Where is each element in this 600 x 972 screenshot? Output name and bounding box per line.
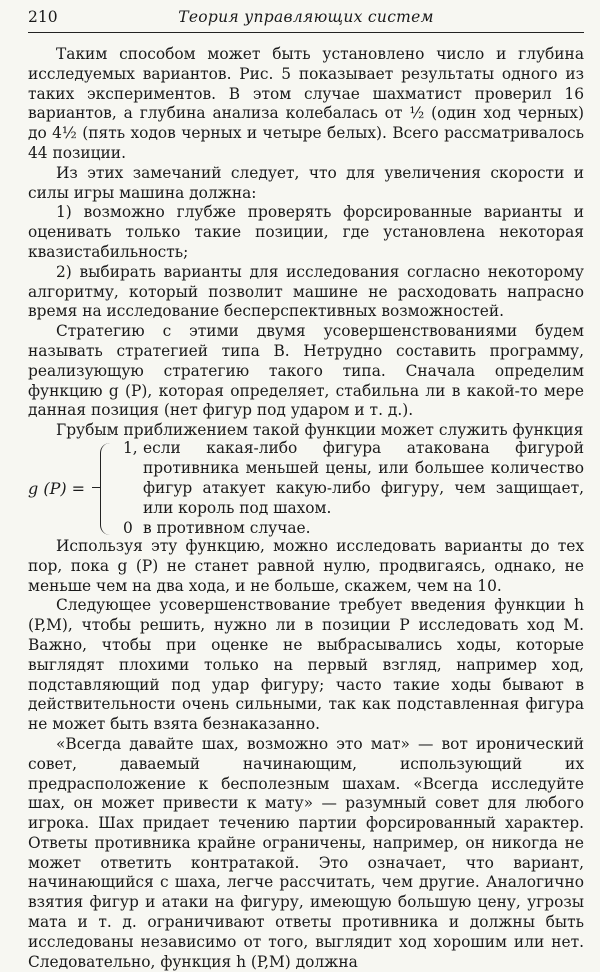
- paragraph-using-function: Используя эту функцию, можно исследовать варианты до тех пор, пока g (P) не станет равной нулю, продвигаясь, однако, не меньше чем на два хода, и не больше, скажем, чем на 10.: [28, 536, 584, 595]
- formula-case-1: [123, 439, 584, 518]
- formula-case-2: [123, 519, 584, 539]
- case-2-value: 0: [123, 518, 133, 537]
- paragraph-strategy-b: Стратегию с этими двумя усовершенствованиями будем называть стратегией типа B. Нетрудно составить программу, реализующую стратегию такого типа. Сначала определим функцию g (P), которая определяет, стабильна ли в какой-то мере данная позиция (нет фигур под ударом и т. д.).: [28, 322, 584, 420]
- formula-brace: [100, 443, 117, 535]
- paragraph-requirements-intro: Из этих замечаний следует, что для увеличения скорости и силы игры машина должна:: [28, 163, 584, 202]
- paragraph-variants-count: Таким способом может быть установлено число и глубина исследуемых вариантов. Рис. 5 показывает результаты одного из таких экспериментов. В этом случае шахматист проверил 16 вариантов, а глубина анализа колебалась от ½ (один ход черных) до 4½ (пять ходов черных и четыре белых). Всего рассматривалось 44 позиции.: [28, 45, 584, 162]
- paragraph-requirement-1: 1) возможно глубже проверять форсированные варианты и оценивать только такие позиции, где установлена некоторая квазистабильность;: [28, 203, 584, 261]
- paragraph-check-advice: «Всегда давайте шах, возможно это мат» — вот иронический совет, даваемый начинающим, использующий их предрасположение к бесполезным шахам. «Всегда исследуйте шах, он может привести к мату» — разумный совет для любого игрока. Шах придает течению партии форсированный характер. Ответы противника крайне ограничены, например, он никогда не может ответить контратакой. Это означает, что вариант, начинающийся с шаха, легче рассчитать, чем другие. Аналогично взятия фигур и атаки на фигуру, имеющую большую цену, угрозы мата и т. д. ограничивают ответы противника и должны быть исследованы независимо от того, выглядит ход хорошим или нет. Следовательно, функция h (P,M) должна: [28, 734, 584, 971]
- paragraph-requirement-2: 2) выбирать варианты для исследования согласно некоторому алгоритму, который позволит машине не расходовать напрасно время на исследование бесперспективных возможностей.: [28, 262, 584, 321]
- page-number: 210: [28, 8, 58, 26]
- case-1-value: 1,: [123, 439, 138, 458]
- formula-cases: [123, 439, 584, 538]
- case-2-text: в противном случае.: [143, 518, 311, 537]
- case-1-text: если какая-либо фигура атакована фигурой противника меньшей цены, или большее количество фигур атакует какую-либо фигуру, чем защищает, или король под шахом.: [143, 439, 584, 517]
- page-body: [28, 45, 584, 972]
- formula-label: g (P) =: [28, 479, 86, 499]
- paragraph-h-function: Следующее усовершенствование требует введения функции h (P,M), чтобы решить, нужно ли в позиции P исследовать ход M. Важно, чтобы при оценке не выбрасывались ходы, которые выглядят плохими только на первый взгляд, например ход, подставляющий под удар фигуру; часто такие ходы бывают в действительности очень сильными, так как подставленная фигура не может быть взята безнаказанно.: [28, 596, 584, 734]
- page-header: [28, 6, 584, 33]
- paragraph-function-approx: Грубым приближением такой функции может служить функция: [56, 421, 584, 440]
- formula-g-of-p: [28, 441, 584, 537]
- running-title: Теория управляющих систем: [178, 8, 434, 26]
- book-page: [28, 6, 584, 972]
